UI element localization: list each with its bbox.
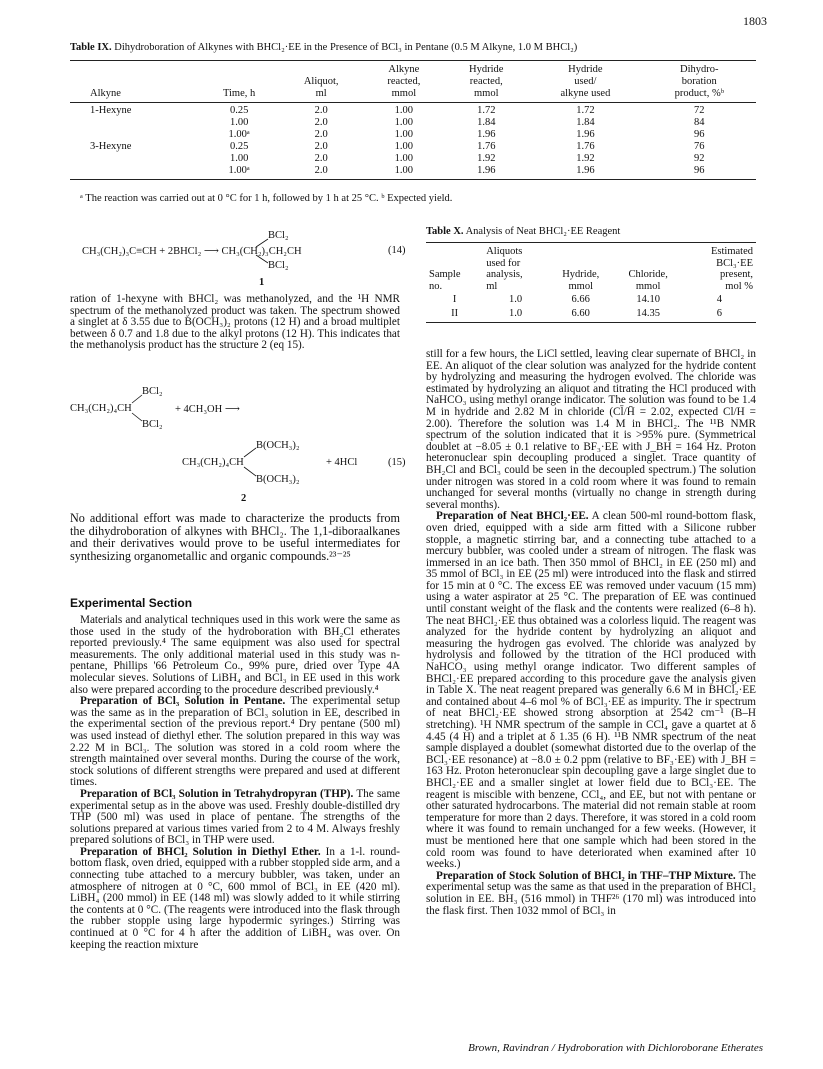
table9-cell: 1.00 — [229, 117, 249, 128]
table9-cell — [70, 117, 199, 129]
table10-header-cell — [483, 243, 548, 293]
table10-header-line: used for — [486, 257, 521, 269]
table9-row — [70, 153, 756, 165]
table9-header-cell: reacted, — [387, 76, 421, 87]
table9-cell: 1.00 — [229, 153, 249, 164]
table9-label: Table IX. — [70, 42, 112, 53]
eq14-number: (14) — [388, 245, 406, 256]
col2-p3-text: The experimental setup was the same as that used in the preparation of BHCl₂ solution in EE. BH₃ (516 mmol) in THF²⁶ (170 ml) was introduced into the flask first. Then 1032 mmol of BCl₃ in — [426, 869, 756, 917]
table10-header-line: Chloride, — [628, 269, 668, 280]
table9-cell: 1.92 — [576, 153, 595, 164]
exp-p3-head: Preparation of BCl₃ Solution in Tetrahydropyran (THP). — [80, 787, 354, 800]
eq15-reagent: + 4CH₃OH ⟶ — [175, 404, 240, 415]
table9-cell: 2.0 — [314, 141, 328, 152]
table9-header-cell: Alkyne — [363, 61, 444, 77]
table9-header-cell — [279, 61, 363, 77]
table10-header-line: no. — [429, 280, 443, 292]
table10-header-cell — [548, 243, 614, 293]
table9-cell: 1.96 — [576, 129, 595, 140]
table9-header-cell: Time, h — [199, 88, 279, 103]
table10-header-line: Sample — [429, 269, 461, 280]
table10-header-line: mmol — [568, 280, 593, 292]
col1-para2-text: No additional effort was made to characterize the products from the dihydroboration of alkynes with BHCl₂. The 1,1-diboraalkanes and their derivatives would prove to be useful intermediates for synthesizing organometallic and organic compounds.²³⁻²⁵ — [70, 511, 400, 563]
table10-cell: 14.35 — [614, 307, 683, 323]
table9-cell: 1.92 — [477, 153, 496, 164]
table10-header-cell — [614, 243, 683, 293]
table10-header-line: Estimated — [711, 246, 753, 257]
equation-15 — [70, 360, 410, 508]
table10-header-line: Aliquots — [486, 246, 523, 257]
table9-cell: 2.0 — [314, 117, 328, 128]
eq15-b2: B(OCH₃)₂ — [256, 474, 300, 485]
table9-row — [70, 165, 756, 180]
exp-p4-head: Preparation of BHCl₂ Solution in Diethyl Ether. — [80, 845, 321, 858]
table9-header-cell — [70, 76, 199, 88]
eq15-reactant: CH₃(CH₂)₄CH — [70, 403, 132, 414]
table9-footnote: ᵃ The reaction was carried out at 0 °C for 1 h, followed by 1 h at 25 °C. ᵇ Expected yield. — [80, 193, 453, 204]
table10-header-line: BCl₃·EE — [716, 257, 753, 269]
exp-p3-text: The same experimental setup as in the above was used. Freshly double-distilled dry THP (500 ml) was used in place of pentane. The strengths of the solutions prepared at various times varied from 2 to 4 M. Always freshly prepared solutions of BCl₃ in THP were used. — [70, 787, 400, 847]
table10-cell: 14.10 — [636, 294, 660, 305]
table10-header-line: present, — [720, 269, 753, 280]
table9-caption-text: Dihydroboration of Alkynes with BHCl₂·EE in the Presence of BCl₃ in Pentane (0.5 M Alkyne, 1.0 M BHCl₂) — [114, 42, 578, 53]
table9-cell: 1.76 — [477, 141, 496, 152]
table9-cell: 1.96 — [477, 129, 496, 140]
table9-header-cell: Alkyne — [70, 88, 199, 103]
eq15-hcl: + 4HCl — [326, 457, 358, 468]
exp-p4 — [70, 847, 400, 951]
table9-cell — [70, 153, 199, 165]
table10-caption-text: Analysis of Neat BHCl₂·EE Reagent — [465, 226, 621, 237]
table10-cell: 6.60 — [548, 307, 614, 323]
table9-cell: 1.72 — [477, 105, 496, 116]
table9-cell: 1-Hexyne — [90, 105, 132, 116]
table9-cell: 96 — [643, 165, 756, 180]
table9-cell: 1.00ᵃ — [228, 129, 250, 140]
exp-p2 — [70, 696, 400, 789]
table9-row — [70, 103, 756, 118]
table9-header-cell: Hydride — [444, 61, 528, 77]
table10-header-line: ml — [486, 280, 498, 292]
table9-header-cell: mmol — [363, 88, 444, 103]
table9 — [70, 60, 756, 180]
table9-cell: 1.96 — [444, 165, 528, 180]
table10-header-line: Hydride, — [562, 269, 600, 280]
eq15-number: (15) — [388, 457, 406, 468]
exp-p1: Materials and analytical techniques used in this work were the same as those used in the study of the hydroboration with BH₂Cl etherates reported previously.⁴ The same equipment was also used for spectral measurements. The only additional material used in this study was n-pentane, Phillips '66 Petroleum Co., 99% pure, dried over Type 4A molecular sieves. Solutions of LiBH₄ and BCl₃ in EE used in this work also were prepared according to the procedure described previously.⁴ — [70, 614, 400, 696]
table9-cell: 1.84 — [576, 117, 595, 128]
table9-cell: 1.00 — [394, 141, 414, 152]
table10-header-cell — [426, 243, 483, 293]
col2-p1: still for a few hours, the LiCl settled, leaving clear supernate of BHCl₂ in EE. An aliquot of the clear solution was analyzed for the hydride content by hydrolyzing and measuring the hydrogen evolved. The chloride was estimated by hydrolyzing an aliquot and titrating the HCl produced with NaHCO₃ using methyl orange indicator. The solution was found to be 1.4 M in hydride and 2.82 M in chloride (Cl̄/H̄ = 2.02, expected Cl/H = 2.00). Therefore the solution was 1.4 M in BHCl₂. The ¹¹B NMR spectrum of the solution indicated that it is >95% pure. (Symmetrical doublet at −8.05 ± 0.1 relative to BF₃·EE with J_BH = 164 Hz. Proton heteronuclear spin decoupling produced a singlet. Trace quantity of BH₂Cl and BCl₃ could be seen in the decoupled spectrum.) The solution under nitrogen was stored in a cold room where it was found to remain unchanged for several months (virtually no change in strength during several months). — [426, 348, 756, 511]
table9-cell: 2.0 — [314, 105, 328, 116]
table10-header-line: analysis, — [486, 269, 523, 280]
table10-caption — [426, 226, 620, 237]
table9-cell: 1.00 — [394, 129, 414, 140]
table9-caption — [70, 42, 577, 53]
eq14-bonds — [70, 230, 410, 290]
table10-cell: 4 — [716, 294, 722, 305]
exp-p4-text: In a 1-l. round-bottom flask, oven dried, equipped with a rubber stoppled side arm, and a connecting tube attached to a mercury bubbler, was taken, under an atmosphere of nitrogen at 0 °C, 600 mmol of BCl₃ in EE (420 ml). LiBH₄ (200 mmol) in EE (148 ml) was slowly added to it while stirring the contents at 0 °C. (The reagents were introduced into the flask through the rubber stopple using large hypodermic syringes.) Stirring was continued at 0 °C for 4 h after the addition of LiBH₄ was over. On keeping the reaction mixture — [70, 845, 400, 951]
table9-cell: 2.0 — [314, 129, 328, 140]
table9-row — [70, 129, 756, 141]
table9-row — [70, 117, 756, 129]
experimental-heading: Experimental Section — [70, 596, 193, 610]
table9-cell — [70, 165, 199, 180]
table9-cell: 84 — [694, 117, 705, 128]
col2-p3 — [426, 871, 756, 917]
eq14-label: 1 — [259, 277, 265, 288]
col2-text — [426, 349, 756, 917]
table9-cell: 76 — [694, 141, 705, 152]
table9-header-cell — [199, 76, 279, 88]
table9-header-cell: reacted, — [469, 76, 503, 87]
eq15-bonds — [70, 360, 410, 508]
table9-cell — [70, 129, 199, 141]
table9-header-cell: Aliquot, — [303, 76, 339, 87]
table10-cell: 1.0 — [483, 307, 548, 323]
running-head: Brown, Ravindran / Hydroboration with Dichloroborane Etherates — [468, 1042, 763, 1054]
col1-para2 — [70, 512, 400, 562]
table10-header-line: mol % — [725, 280, 753, 292]
table9-cell: 96 — [694, 129, 705, 140]
table9-cell: 1.00 — [394, 105, 414, 116]
table9-header-cell — [199, 61, 279, 77]
table9-cell: 3-Hexyne — [90, 141, 132, 152]
table10-cell: 6.66 — [571, 294, 590, 305]
table9-cell: 1.72 — [576, 105, 595, 116]
table9-cell: 1.96 — [528, 165, 642, 180]
col1-experimental — [70, 615, 400, 951]
table9-cell: 1.00 — [394, 117, 414, 128]
table10-header-cell — [683, 243, 756, 293]
table9-cell: 2.0 — [279, 165, 363, 180]
col1-para1 — [70, 294, 400, 352]
exp-p2-text: The experimental setup was the same as in the preparation of BCl₃ solution in EE, described in the experimental section of the previous report.⁴ Dry pentane (500 ml) was used instead of diethyl ether. The solution prepared in this way was 2.22 M in BCl₃. The solution was stored in a cold room where the strength maintained over several months. During the course of the work, stock solutions of different strengths were prepared and used at different times. — [70, 695, 400, 789]
table9-cell: 1.00 — [363, 165, 444, 180]
table9-cell: 72 — [694, 105, 705, 116]
table9-header-cell: product, %ᵇ — [643, 88, 756, 103]
table9-header-cell: Hydride — [528, 61, 642, 77]
table9-header-cell: boration — [681, 76, 717, 87]
exp-p2-head: Preparation of BCl₃ Solution in Pentane. — [80, 695, 286, 708]
table9-header-cell: mmol — [444, 88, 528, 103]
table9-cell: 1.00 — [394, 153, 414, 164]
table9-cell: 1.76 — [576, 141, 595, 152]
table10 — [426, 242, 756, 323]
table9-header-cell: used/ — [574, 76, 597, 87]
col2-p3-head: Preparation of Stock Solution of BHCl₂ in THF–THP Mixture. — [436, 869, 736, 882]
eq14-bcl-top: BCl₂ — [268, 230, 289, 241]
eq15-label: 2 — [241, 493, 247, 504]
eq15-b1: B(OCH₃)₂ — [256, 440, 300, 451]
table10-label: Table X. — [426, 226, 464, 237]
eq14-bcl-bot: BCl₂ — [268, 260, 289, 271]
page-number: 1803 — [743, 14, 767, 28]
table10-row — [426, 307, 756, 323]
table10-cell: II — [426, 307, 483, 323]
eq15-product: CH₃(CH₂)₄CH — [182, 457, 244, 468]
table9-cell: 0.25 — [229, 105, 249, 116]
col2-p2-text: A clean 500-ml round-bottom flask, oven dried, equipped with a side arm fitted with a Silicone rubber stopple, a magnetic stirring bar, and a connecting tube attached to a mercury bubbler, was cooled under a stream of nitrogen. The flask was immersed in an ice bath. Then 350 mmol of BHCl₂ in EE (250 ml) and 35 mmol of BCl₃ in EE (25 ml) were introduced into the flask and stirred for 15 min at 0 °C. The excess EE was removed under vacuum (15 mm) using a water aspirator at 25 °C. The preparation of EE was continued until constant weight of the flask and the contents were realized (6–8 h). The neat BHCl₂·EE thus obtained was a colorless liquid. The reagent was analyzed for the hydride content by hydrolyzing an aliquot and measuring the hydrogen gas evolved. The chloride was analyzed by hydrolysis and followed by the titration of the HCl produced with NaHCO₃ using methyl orange indicator. Two different samples of BHCl₂·EE prepared according to this procedure gave the analysis given in Table X. The neat reagent prepared was generally 6.6 M in BHCl₂·EE and contained about 4–6 mol % of BCl₃·EE as impurity. The ir spectrum of neat BHCl₂·EE showed strong absorption at 2542 cm⁻¹ (B–H stretching). ¹H NMR spectrum of the sample in CCl₄ gave a quartet at δ 4.45 (4 H) and a triplet at δ 1.35 (6 H). ¹¹B NMR spectrum of the neat sample displayed a doublet (somewhat distorted due to the overlap of the BCl₃·EE resonance) at −8.0 ± 0.2 ppm (relative to BF₃·EE) with J_BH = 163 Hz. Proton heteronuclear spin decoupling gave a large singlet due to BHCl₂·EE and a smaller singlet at lower field due to BCl₃·EE. The reagent is miscible with benzene, CCl₄, and EE, but not with pentane or other saturated hydrocarbons. The material did not remain stable at room temperature for more than 2 days. Therefore, it was stored in a cold room where it was found to remain unchanged for a few weeks. (However, it must be mentioned here that one sample which had been stored in the cold room was found to have deteriorated when examined after 10 weeks.) — [426, 510, 756, 871]
table10-cell: 1.0 — [508, 294, 523, 305]
col2-p2-head: Preparation of Neat BHCl₂·EE. — [436, 510, 589, 523]
col2-p2 — [426, 511, 756, 870]
table9-cell: 1.00ᵃ — [199, 165, 279, 180]
eq15-bcl-bot: BCl₂ — [142, 419, 163, 430]
table9-header-cell: alkyne used — [528, 88, 642, 103]
table9-cell: 1.84 — [477, 117, 496, 128]
eq14-left: CH₃(CH₂)₃C≡CH + 2BHCl₂ ⟶ CH₃(CH₂)₃CH₂CH — [82, 246, 302, 257]
table9-cell: 0.25 — [229, 141, 249, 152]
table9-header-cell: ml — [279, 88, 363, 103]
table9-row — [70, 141, 756, 153]
eq15-bcl-top: BCl₂ — [142, 386, 163, 397]
col1-para1-text: ration of 1-hexyne with BHCl₂ was methanolyzed, and the ¹H NMR spectrum of the methanolyzed product was taken. The spectrum showed a singlet at δ 3.55 due to B(OCH₃)₂ protons (12 H) and a broad multiplet between δ 0.7 and 1.8 due to the alkyl protons (12 H). This indicates that the methanolysis product has the structure 2 (eq 15). — [70, 293, 400, 352]
table10-row — [426, 292, 756, 307]
table9-header-cell — [70, 61, 199, 77]
table10-cell: 6 — [683, 307, 756, 323]
equation-14 — [70, 230, 410, 290]
table10-cell: I — [452, 294, 457, 305]
table9-cell: 92 — [694, 153, 705, 164]
table9-header-cell: Dihydro- — [643, 61, 756, 77]
table9-cell: 2.0 — [314, 153, 328, 164]
exp-p3 — [70, 789, 400, 847]
table10-header-line: mmol — [635, 280, 661, 292]
